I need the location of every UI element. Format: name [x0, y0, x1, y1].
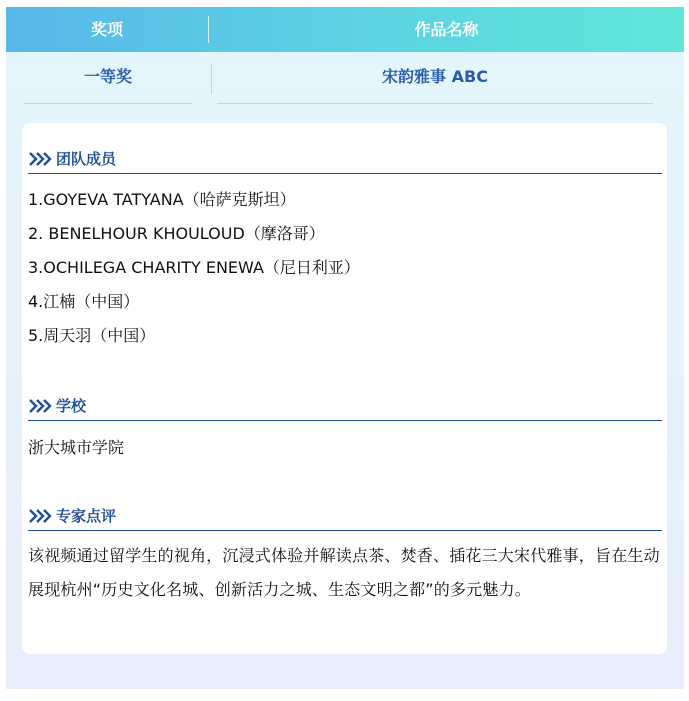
section-heading-team: [28, 149, 662, 174]
header-award: 奖项: [90, 20, 123, 39]
section-heading-label: 学校: [56, 397, 87, 415]
table-header-row: [6, 7, 684, 52]
award-info-panel: [6, 7, 684, 689]
list-item: 3.OCHILEGA CHARITY ENEWA（尼日利亚）: [28, 258, 360, 277]
work-title-value: 宋韵雅事 ABC: [217, 52, 653, 104]
table-row: [6, 52, 684, 104]
list-item: 2. BENELHOUR KHOULOUD（摩洛哥）: [28, 224, 325, 243]
school-name: 浙大城市学院: [28, 438, 125, 457]
double-chevron-right-icon: [28, 399, 52, 413]
details-card: [22, 123, 667, 654]
list-item: 4.江楠（中国）: [28, 292, 140, 311]
double-chevron-right-icon: [28, 152, 52, 166]
section-heading-school: [28, 396, 662, 421]
expert-review-text: 该视频通过留学生的视角，沉浸式体验并解读点茶、焚香、插花三大宋代雅事，旨在生动展现杭州“历史文化名城、创新活力之城、生态文明之都”的多元魅力。: [28, 546, 660, 599]
header-work-title: 作品名称: [414, 20, 479, 39]
list-item: 5.周天羽（中国）: [28, 326, 156, 345]
double-chevron-right-icon: [28, 509, 52, 523]
row-divider: [211, 64, 212, 94]
section-heading-label: 团队成员: [56, 150, 117, 168]
section-heading-review: [28, 506, 662, 531]
section-heading-label: 专家点评: [56, 507, 117, 525]
list-item: 1.GOYEVA TATYANA（哈萨克斯坦）: [28, 190, 296, 209]
award-value: 一等奖: [24, 52, 192, 104]
